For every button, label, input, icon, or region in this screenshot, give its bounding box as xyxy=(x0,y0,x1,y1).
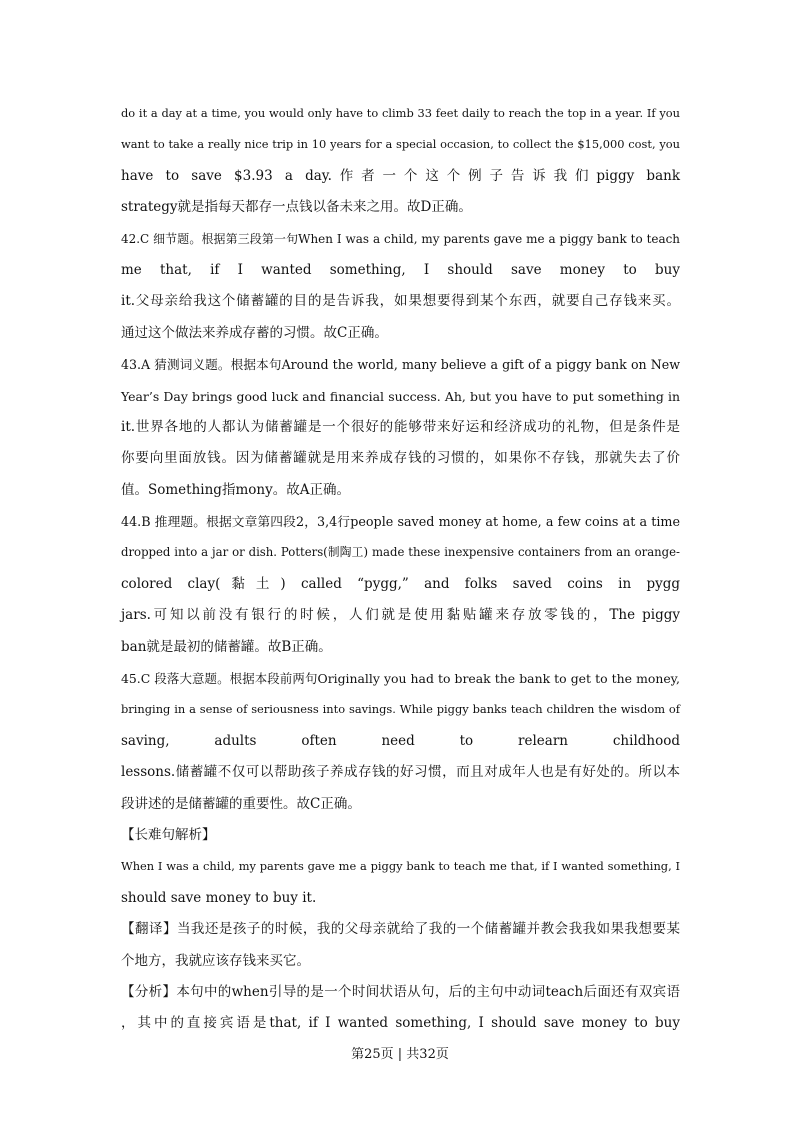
text-line: ban就是最初的储蓄罐。故B正确。 xyxy=(121,638,332,655)
text-line: do it a day at a time, you would only have to climb 33 feet daily to reach the top in a year. If you xyxy=(121,106,680,120)
paragraph-41-continued xyxy=(121,98,680,224)
text-line: dropped into a jar or dish. Potters(制陶工) made these inexpensive containers from an orange- xyxy=(121,545,680,560)
text-line: 通过这个做法来养成存蓄的习惯。故C正确。 xyxy=(121,324,388,341)
text-line: 42.C 细节题。根据第三段第一句When I was a child, my parents gave me a piggy bank to teach xyxy=(121,231,680,246)
text-line: have to save $3.93 a day.作者一个这个例子告诉我们piggy bank xyxy=(121,167,680,184)
text-line: 个地方，我就应该存钱来买它。 xyxy=(121,952,310,969)
text-line: Year’s Day brings good luck and financial success. Ah, but you have to put something in xyxy=(121,388,680,404)
text-line: 你要向里面放钱。因为储蓄罐就是用来养成存钱的习惯的，如果你不存钱，那就失去了价 xyxy=(121,450,680,467)
text-line: jars.可知以前没有银行的时候，人们就是使用黏贴罐来存放零钱的，The piggy xyxy=(121,607,680,624)
long-sentence-heading xyxy=(121,820,680,851)
text-line: me that, if I wanted something, I should save money to buy xyxy=(121,261,680,278)
text-line: strategy就是指每天都存一点钱以备未来之用。故D正确。 xyxy=(121,199,472,216)
text-line: 【分析】本句中的when引导的是一个时间状语从句，后的主句中动词teach后面还有双宾语 xyxy=(121,983,680,1000)
text-line: it.父母亲给我这个储蓄罐的目的是告诉我，如果想要得到某个东西，就要自己存钱来买。 xyxy=(121,293,680,310)
answer-explanations xyxy=(121,98,680,1040)
text-line: saving, adults often need to relearn childhood xyxy=(121,732,680,749)
page-number: 第25页 | 共32页 xyxy=(351,1047,449,1062)
paragraph-44 xyxy=(121,506,680,663)
text-line: bringing in a sense of seriousness into savings. While piggy banks teach children the wisdom of xyxy=(121,702,680,717)
text-line: colored clay(黏土) called “pygg,” and folks saved coins in pygg xyxy=(121,575,680,592)
analysis-paragraph xyxy=(121,977,680,1040)
paragraph-43 xyxy=(121,349,680,506)
section-heading: 【长难句解析】 xyxy=(121,826,216,843)
text-line: want to take a really nice trip in 10 years for a special occasion, to collect the $15,000 cost, you xyxy=(121,137,680,152)
text-line: should save money to buy it. xyxy=(121,889,317,906)
text-line: 段讲述的是储蓄罐的重要性。故C正确。 xyxy=(121,795,361,812)
paragraph-42 xyxy=(121,224,680,350)
text-line: ，其中的直接宾语是that, if I wanted something, I should save money to buy xyxy=(121,1015,680,1032)
text-line: 44.B 推理题。根据文章第四段2，3,4行people saved money at home, a few coins at a time xyxy=(121,514,680,530)
paragraph-45 xyxy=(121,663,680,820)
text-line: 43.A 猜测词义题。根据本句Around the world, many believe a gift of a piggy bank on New xyxy=(121,357,680,373)
text-line: it.世界各地的人都认为储蓄罐是一个很好的能够带来好运和经济成功的礼物，但是条件是 xyxy=(121,418,680,435)
text-line: 值。Something指mony。故A正确。 xyxy=(121,481,350,498)
text-line: 【翻译】当我还是孩子的时候，我的父母亲就给了我的一个储蓄罐并教会我我如果我想要某 xyxy=(121,921,680,938)
text-line: 45.C 段落大意题。根据本段前两句Originally you had to break the bank to get to the money, xyxy=(121,671,680,687)
text-line: lessons.储蓄罐不仅可以帮助孩子养成存钱的好习惯，而且对成年人也是有好处的。所以本 xyxy=(121,764,680,781)
text-line: When I was a child, my parents gave me a piggy bank to teach me that, if I wanted something, I xyxy=(121,859,680,874)
translation-paragraph xyxy=(121,914,680,977)
long-sentence xyxy=(121,851,680,914)
